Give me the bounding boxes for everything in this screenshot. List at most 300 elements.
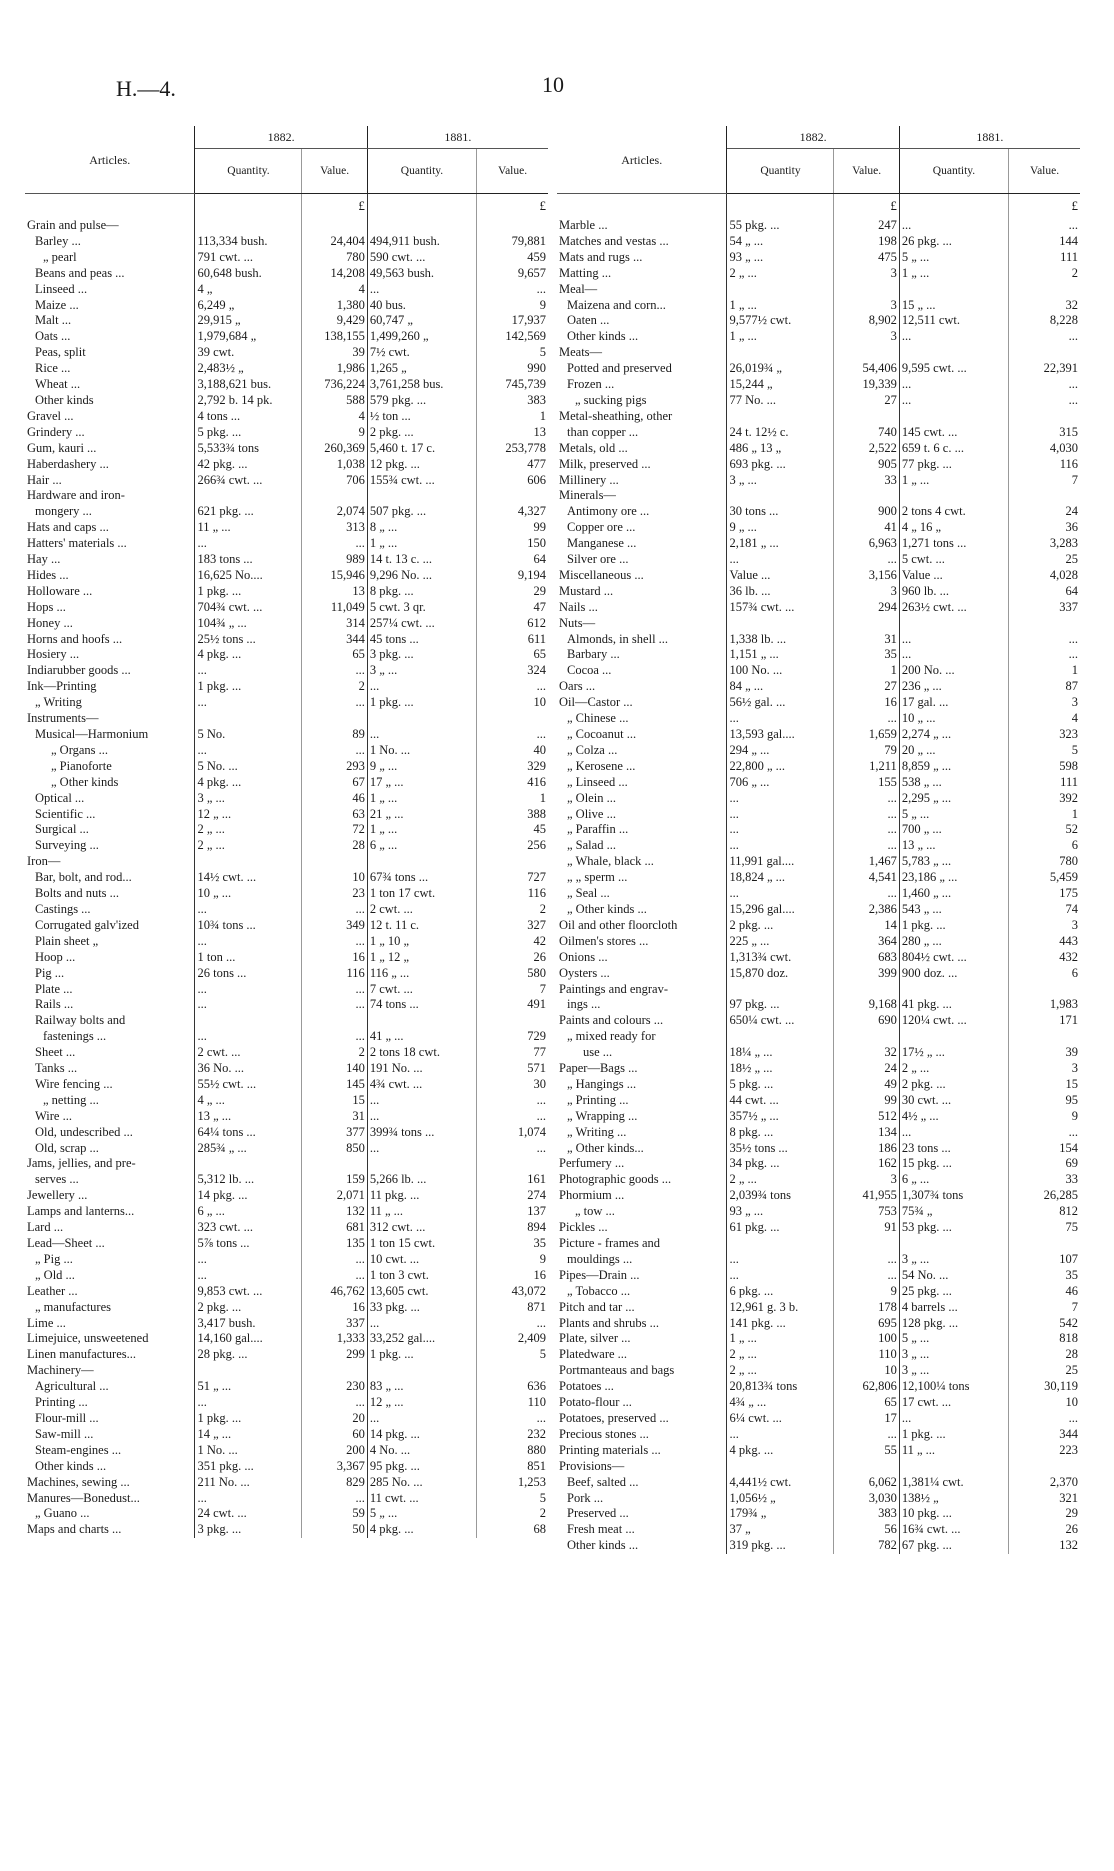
quantity-1881-cell: ... (901, 377, 912, 392)
value-1881-cell: 880 (477, 1443, 548, 1459)
article-name-cell: Meats— (557, 345, 727, 361)
article-name-cell: Bolts and nuts ... (25, 886, 195, 902)
table-row (557, 1077, 1080, 1093)
value-1881-cell: 3 (1009, 918, 1080, 934)
table-row (25, 1029, 548, 1045)
value-1881-cell: 77 (477, 1045, 548, 1061)
quantity-1882-cell (727, 488, 834, 504)
value-1882-cell: ... (302, 982, 367, 998)
quantity-1882-cell: 1 No. ... (197, 1442, 238, 1457)
value-1882-cell: 349 (302, 918, 367, 934)
value-1882-cell (302, 1013, 367, 1029)
article-name-cell: Pipes—Drain ... (557, 1268, 727, 1284)
table-row (557, 1141, 1080, 1157)
value-1881-cell (1009, 345, 1080, 361)
value-header: Value. (1009, 149, 1080, 194)
article-name-cell: Hoop ... (25, 950, 195, 966)
quantity-1881-cell (367, 218, 476, 234)
quantity-1882-cell: 157¾ cwt. ... (729, 599, 795, 614)
table-row (557, 1188, 1080, 1204)
value-1882-cell: 39 (302, 345, 367, 361)
article-name-cell: Meal— (557, 282, 727, 298)
quantity-1881-cell: 9,296 No. ... (369, 567, 432, 582)
table-row (557, 854, 1080, 870)
table-row (557, 934, 1080, 950)
table-row (25, 647, 548, 663)
quantity-1882-cell: 13 „ ... (197, 1108, 232, 1123)
value-1881-cell: 256 (477, 838, 548, 854)
value-1881-cell: 2,370 (1009, 1475, 1080, 1491)
value-1881-cell (477, 1363, 548, 1379)
article-name-cell: Grindery ... (25, 425, 195, 441)
quantity-1881-cell: 12 t. 11 c. (369, 917, 419, 932)
value-1882-cell: 782 (834, 1538, 899, 1554)
quantity-1881-cell: ... (901, 1410, 912, 1425)
table-row (557, 1411, 1080, 1427)
value-1882-cell: 110 (834, 1347, 899, 1363)
table-row (25, 743, 548, 759)
value-1881-cell: 75 (1009, 1220, 1080, 1236)
value-1881-cell: 40 (477, 743, 548, 759)
article-name-cell: „ Guano ... (25, 1506, 195, 1522)
table-row (557, 1172, 1080, 1188)
quantity-1882-cell: 11 „ ... (197, 520, 231, 535)
quantity-1881-cell: 1,381¼ cwt. (901, 1474, 964, 1489)
value-1882-cell: 4,541 (834, 870, 899, 886)
article-name-cell: mongery ... (25, 504, 195, 520)
value-1881-cell: 142,569 (477, 329, 548, 345)
value-1881-cell: 1 (477, 409, 548, 425)
quantity-1882-cell: 24 t. 12½ c. (729, 424, 789, 439)
year-1882-header: 1882. (195, 126, 367, 149)
quantity-1881-cell: 77 pkg. ... (901, 456, 952, 471)
value-1882-cell: 399 (834, 966, 899, 982)
value-1881-cell: 10 (1009, 1395, 1080, 1411)
value-1881-cell: 10 (477, 695, 548, 711)
value-1882-cell: 134 (834, 1125, 899, 1141)
quantity-1881-cell: 11 „ ... (901, 1442, 936, 1457)
value-1882-cell: 344 (302, 632, 367, 648)
table-row (25, 966, 548, 982)
quantity-1882-cell: 26 tons ... (197, 965, 247, 980)
imports-table-right (557, 126, 1080, 1554)
quantity-1882-cell: 6¼ cwt. ... (729, 1410, 782, 1425)
table-row (557, 838, 1080, 854)
table-row (25, 807, 548, 823)
quantity-1882-cell: 37 „ (729, 1522, 751, 1537)
value-1881-cell: 39 (1009, 1045, 1080, 1061)
value-1881-cell: 111 (1009, 775, 1080, 791)
value-1882-cell: 377 (302, 1125, 367, 1141)
value-1882-cell: ... (302, 1252, 367, 1268)
quantity-1881-cell: 1 „ ... (369, 822, 398, 837)
value-1882-cell: 19,339 (834, 377, 899, 393)
quantity-1882-cell: 791 cwt. ... (197, 249, 254, 264)
table-row (557, 1109, 1080, 1125)
quantity-header: Quantity. (367, 149, 476, 194)
quantity-1881-cell: 5 cwt. ... (901, 552, 945, 567)
quantity-1882-cell: 42 pkg. ... (197, 456, 248, 471)
article-name-cell: Picture - frames and (557, 1236, 727, 1252)
quantity-1881-cell (899, 1029, 1008, 1045)
table-row (25, 711, 548, 727)
quantity-1881-cell: 33 pkg. ... (369, 1299, 420, 1314)
quantity-1882-cell: 28 pkg. ... (197, 1347, 248, 1362)
table-row (25, 1459, 548, 1475)
value-1881-cell (1009, 488, 1080, 504)
quantity-1881-cell: 14 t. 13 c. ... (369, 552, 432, 567)
value-1881-cell: 47 (477, 600, 548, 616)
quantity-1882-cell: 1,338 lb. ... (729, 631, 787, 646)
value-1882-cell (834, 488, 899, 504)
quantity-1882-cell (727, 1029, 834, 1045)
table-row (25, 329, 548, 345)
quantity-1881-cell: 17 cwt. ... (901, 1395, 952, 1410)
table-row (557, 663, 1080, 679)
value-1881-cell: ... (477, 1109, 548, 1125)
quantity-1882-cell: 1,313¾ cwt. (729, 949, 792, 964)
value-1882-cell: 588 (302, 393, 367, 409)
article-name-cell: Millinery ... (557, 473, 727, 489)
quantity-1881-cell: 8,859 „ ... (901, 758, 952, 773)
quantity-1881-cell: 4 pkg. ... (369, 1522, 414, 1537)
quantity-1882-cell: 36 No. ... (197, 1061, 244, 1076)
quantity-1882-cell: 14 „ ... (197, 1426, 232, 1441)
value-1881-cell: 25 (1009, 552, 1080, 568)
quantity-1881-cell: 1 pkg. ... (369, 695, 414, 710)
value-1882-cell: 314 (302, 616, 367, 632)
quantity-1882-cell: 3 „ ... (197, 790, 225, 805)
value-1882-cell: ... (834, 1252, 899, 1268)
value-1881-cell: 25 (1009, 1363, 1080, 1379)
article-name-cell: „ „ sperm ... (557, 870, 727, 886)
quantity-1881-cell: 191 No. ... (369, 1061, 423, 1076)
value-1882-cell: 54,406 (834, 361, 899, 377)
value-1882-cell: ... (302, 934, 367, 950)
value-1882-cell: 293 (302, 759, 367, 775)
quantity-1882-cell: ... (729, 1426, 739, 1441)
value-1881-cell: 571 (477, 1061, 548, 1077)
article-name-cell: Grain and pulse— (25, 218, 195, 234)
article-name-cell: „ Olive ... (557, 807, 727, 823)
value-1881-cell: 7 (1009, 1300, 1080, 1316)
quantity-1882-cell: 22,800 „ ... (729, 758, 786, 773)
table-row (557, 616, 1080, 632)
quantity-1882-cell (727, 982, 834, 998)
article-name-cell: Printing ... (25, 1395, 195, 1411)
quantity-1881-cell: ... (369, 1410, 380, 1425)
article-name-cell: „ mixed ready for (557, 1029, 727, 1045)
value-1881-cell: 29 (477, 584, 548, 600)
quantity-1881-cell: 3 „ ... (369, 663, 398, 678)
value-1881-cell: 729 (477, 1029, 548, 1045)
table-row (557, 1061, 1080, 1077)
quantity-1881-cell: 26 pkg. ... (901, 233, 952, 248)
value-1881-cell: 107 (1009, 1252, 1080, 1268)
quantity-1881-cell: 75¾ „ (901, 1204, 933, 1219)
table-row (557, 791, 1080, 807)
value-1882-cell: 16 (302, 950, 367, 966)
quantity-1881-cell: 1 pkg. ... (369, 1347, 414, 1362)
quantity-1882-cell: ... (729, 711, 739, 726)
value-1881-cell: 43,072 (477, 1284, 548, 1300)
table-row (557, 1331, 1080, 1347)
value-1881-cell: 171 (1009, 1013, 1080, 1029)
quantity-1882-cell: 4 pkg. ... (197, 647, 242, 662)
article-name-cell: Other kinds ... (25, 1459, 195, 1475)
quantity-1882-cell: 2 „ ... (729, 1347, 757, 1362)
article-name-cell: Potato-flour ... (557, 1395, 727, 1411)
value-1881-cell: 4,028 (1009, 568, 1080, 584)
quantity-1882-cell: ... (197, 1395, 207, 1410)
value-1881-cell: 26 (1009, 1522, 1080, 1538)
value-1881-cell: 432 (1009, 950, 1080, 966)
table-row (25, 982, 548, 998)
value-1882-cell: 15 (302, 1093, 367, 1109)
value-1881-cell (1009, 616, 1080, 632)
table-row (25, 425, 548, 441)
value-1881-cell: 2 (477, 902, 548, 918)
quantity-1881-cell: 3,761,258 bus. (369, 377, 444, 392)
table-row (557, 1284, 1080, 1300)
table-row (25, 266, 548, 282)
table-row (25, 886, 548, 902)
article-name-cell: Plain sheet „ (25, 934, 195, 950)
article-name-cell: Oaten ... (557, 313, 727, 329)
value-1881-cell (1009, 982, 1080, 998)
value-1882-cell: ... (834, 1268, 899, 1284)
table-row (557, 1395, 1080, 1411)
quantity-1881-cell: 700 „ ... (901, 822, 942, 837)
article-name-cell: „ Olein ... (557, 791, 727, 807)
quantity-1881-cell: 2 pkg. ... (369, 424, 414, 439)
article-name-cell: Malt ... (25, 313, 195, 329)
article-name-cell: Preserved ... (557, 1506, 727, 1522)
value-1882-cell: 27 (834, 393, 899, 409)
table-row (557, 822, 1080, 838)
quantity-1882-cell: 9 „ ... (729, 520, 757, 535)
quantity-1882-cell: 179¾ „ (729, 1506, 767, 1521)
quantity-1882-cell: 77 No. ... (729, 392, 776, 407)
article-name-cell: Musical—Harmonium (25, 727, 195, 743)
value-1881-cell: 30,119 (1009, 1379, 1080, 1395)
article-name-cell: Beef, salted ... (557, 1475, 727, 1491)
article-name-cell: Hides ... (25, 568, 195, 584)
article-name-cell: Jewellery ... (25, 1188, 195, 1204)
article-name-cell: Lamps and lanterns... (25, 1204, 195, 1220)
table-row (25, 727, 548, 743)
table-row (557, 918, 1080, 934)
table-row (557, 600, 1080, 616)
value-1881-cell: 175 (1009, 886, 1080, 902)
table-row (25, 1252, 548, 1268)
table-row (557, 361, 1080, 377)
quantity-1881-cell: 11 pkg. ... (369, 1188, 420, 1203)
table-row (557, 520, 1080, 536)
article-name-cell: Other kinds (25, 393, 195, 409)
value-1881-cell: 4,030 (1009, 441, 1080, 457)
value-1882-cell: 3 (834, 266, 899, 282)
table-row (25, 1443, 548, 1459)
quantity-1882-cell: 93 „ ... (729, 249, 764, 264)
value-1881-cell (477, 711, 548, 727)
value-1882-cell: ... (302, 1268, 367, 1284)
table-row (557, 1013, 1080, 1029)
value-1881-cell: 5 (1009, 743, 1080, 759)
value-1882-cell: 23 (302, 886, 367, 902)
table-row (25, 250, 548, 266)
value-1881-cell: 5 (477, 1491, 548, 1507)
table-row (557, 1459, 1080, 1475)
quantity-1881-cell (899, 282, 1008, 298)
value-1881-cell: 329 (477, 759, 548, 775)
article-name-cell: Pig ... (25, 966, 195, 982)
quantity-1882-cell: 100 No. ... (729, 663, 783, 678)
quantity-1882-cell: 9,853 cwt. ... (197, 1283, 263, 1298)
value-1881-cell: 818 (1009, 1331, 1080, 1347)
quantity-1882-cell (727, 282, 834, 298)
quantity-1881-cell: 4¾ cwt. ... (369, 1076, 423, 1091)
quantity-1882-cell: 84 „ ... (729, 679, 764, 694)
quantity-1881-cell: 1 pkg. ... (901, 1426, 946, 1441)
quantity-1882-cell: 6,249 „ (197, 297, 235, 312)
quantity-1881-cell: 45 tons ... (369, 631, 419, 646)
quantity-1881-cell: 11 cwt. ... (369, 1490, 419, 1505)
table-row (557, 632, 1080, 648)
article-name-cell: Flour-mill ... (25, 1411, 195, 1427)
value-1881-cell: 24 (1009, 504, 1080, 520)
quantity-1881-cell: ... (901, 631, 912, 646)
article-name-cell: Barbary ... (557, 647, 727, 663)
quantity-header: Quantity. (899, 149, 1008, 194)
value-1882-cell: 159 (302, 1172, 367, 1188)
quantity-1882-cell: ... (197, 536, 207, 551)
table-row (25, 313, 548, 329)
article-name-cell: Other kinds ... (557, 329, 727, 345)
table-row (25, 918, 548, 934)
quantity-1881-cell: ½ ton ... (369, 408, 411, 423)
quantity-1881-cell: 1 ton 17 cwt. (369, 886, 436, 901)
quantity-1882-cell: 15,870 doz. (729, 965, 789, 980)
quantity-1881-cell: ... (369, 1092, 380, 1107)
quantity-1881-cell: 54 No. ... (901, 1267, 949, 1282)
value-1882-cell: 62,806 (834, 1379, 899, 1395)
value-1882-cell: 65 (834, 1395, 899, 1411)
value-1882-cell: 1,659 (834, 727, 899, 743)
value-1881-cell: 144 (1009, 234, 1080, 250)
value-1882-cell: 1,467 (834, 854, 899, 870)
value-1882-cell: 1,380 (302, 298, 367, 314)
value-1881-cell: 5,459 (1009, 870, 1080, 886)
value-1882-cell: 116 (302, 966, 367, 982)
article-name-cell: Honey ... (25, 616, 195, 632)
value-1882-cell: 16 (302, 1300, 367, 1316)
table-row (25, 870, 548, 886)
quantity-1882-cell: 2 „ ... (197, 838, 225, 853)
quantity-1882-cell: 5 No. ... (197, 758, 238, 773)
quantity-1881-cell: 53 pkg. ... (901, 1220, 952, 1235)
quantity-1881-cell: 3 pkg. ... (369, 647, 414, 662)
table-row (557, 1093, 1080, 1109)
article-name-cell: Potted and preserved (557, 361, 727, 377)
quantity-1881-cell: 83 „ ... (369, 1379, 404, 1394)
table-row (25, 1331, 548, 1347)
table-row (25, 1156, 548, 1172)
year-1882-header: 1882. (727, 126, 899, 149)
quantity-1882-cell (195, 1363, 302, 1379)
quantity-1881-cell: 1,271 tons ... (901, 536, 967, 551)
value-1881-cell: 542 (1009, 1316, 1080, 1332)
table-row (25, 616, 548, 632)
quantity-1881-cell: ... (369, 1140, 380, 1155)
quantity-1881-cell: 579 pkg. ... (369, 392, 427, 407)
article-name-cell: fastenings ... (25, 1029, 195, 1045)
quantity-1882-cell: 2,181 „ ... (729, 536, 779, 551)
value-1882-cell: ... (302, 536, 367, 552)
table-row (25, 488, 548, 504)
article-name-cell: Hair ... (25, 473, 195, 489)
quantity-1881-cell: 3 „ ... (901, 1347, 930, 1362)
quantity-1881-cell: 543 „ ... (901, 901, 942, 916)
value-1881-cell: 337 (1009, 600, 1080, 616)
value-1881-cell: 26 (477, 950, 548, 966)
value-1881-cell: 636 (477, 1379, 548, 1395)
value-1882-cell: 3 (834, 1172, 899, 1188)
value-1882-cell: ... (302, 695, 367, 711)
value-1882-cell: 740 (834, 425, 899, 441)
value-1882-cell: 155 (834, 775, 899, 791)
table-row (557, 1491, 1080, 1507)
article-name-cell: Oil and other floorcloth (557, 918, 727, 934)
quantity-1882-cell: 650¼ cwt. ... (729, 1013, 795, 1028)
quantity-1881-cell: 116 „ ... (369, 965, 410, 980)
quantity-1882-cell: 486 „ 13 „ (729, 440, 782, 455)
table-row (25, 1093, 548, 1109)
value-1882-cell: ... (834, 791, 899, 807)
value-1881-cell (1009, 1029, 1080, 1045)
quantity-1882-cell: 44 cwt. ... (729, 1092, 779, 1107)
quantity-1882-cell: 34 pkg. ... (729, 1156, 780, 1171)
article-name-cell: Agricultural ... (25, 1379, 195, 1395)
value-1881-cell: 6 (1009, 838, 1080, 854)
quantity-1882-cell: 54 „ ... (729, 233, 764, 248)
quantity-1881-cell: 23 tons ... (901, 1140, 951, 1155)
article-name-cell: Perfumery ... (557, 1156, 727, 1172)
quantity-1882-cell: 2 „ ... (729, 1363, 757, 1378)
quantity-1882-cell: 2 pkg. ... (729, 917, 774, 932)
currency-symbol: £ (1009, 194, 1080, 219)
quantity-1881-cell: 399¾ tons ... (369, 1124, 435, 1139)
table-row (557, 568, 1080, 584)
table-row (25, 282, 548, 298)
article-name-cell: Rails ... (25, 997, 195, 1013)
quantity-1882-cell: 1 „ ... (729, 1331, 757, 1346)
table-row (25, 1125, 548, 1141)
value-1881-cell: ... (477, 1411, 548, 1427)
quantity-1882-cell: 183 tons ... (197, 552, 253, 567)
quantity-1881-cell: 5 „ ... (369, 1506, 398, 1521)
value-1881-cell: 87 (1009, 679, 1080, 695)
currency-symbol: £ (477, 194, 548, 219)
value-header: Value. (302, 149, 367, 194)
quantity-1881-cell: 285 No. ... (369, 1474, 423, 1489)
quantity-1882-cell: 2,792 b. 14 pk. (197, 392, 273, 407)
quantity-1882-cell: ... (729, 886, 739, 901)
quantity-1881-cell: 7½ cwt. (369, 345, 410, 360)
quantity-1881-cell: 120¼ cwt. ... (901, 1013, 967, 1028)
table-row (25, 791, 548, 807)
quantity-1882-cell: 18¼ „ ... (729, 1045, 773, 1060)
